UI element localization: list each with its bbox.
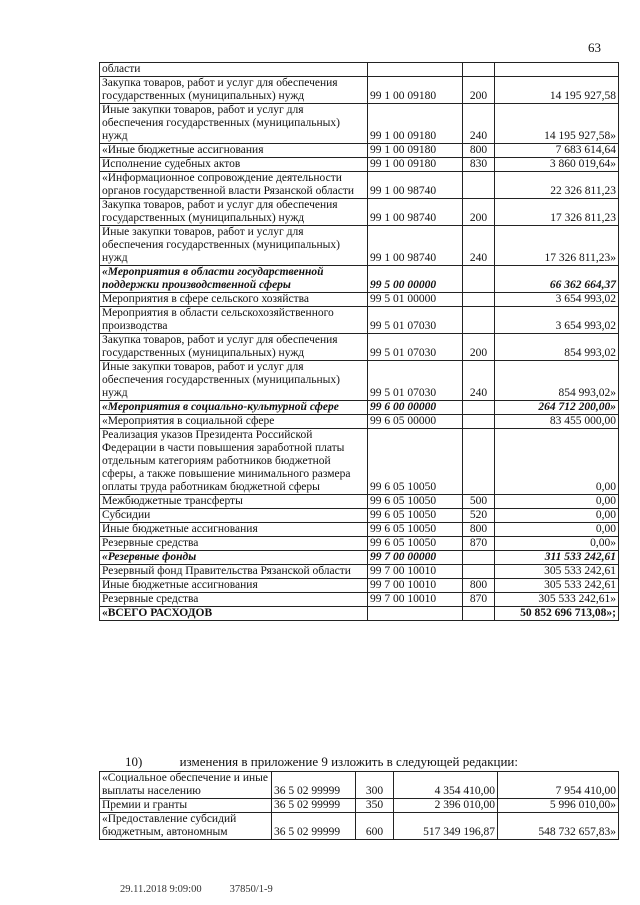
table-row (100, 199, 619, 226)
table-row (100, 813, 619, 840)
row-name: Иные закупки товаров, работ и услуг для обеспечения государственных (муниципальных) нужд (100, 226, 368, 266)
expenses-table (99, 62, 619, 621)
row-sum: 14 195 927,58 (495, 77, 619, 104)
table-row (100, 565, 619, 579)
row-sum-1: 2 396 010,00 (394, 799, 498, 813)
row-sum-1: 4 354 410,00 (394, 772, 498, 799)
table-row (100, 63, 619, 77)
row-vr: 520 (463, 509, 495, 523)
row-name: «Социальное обеспечение и иные выплаты населению (100, 772, 272, 799)
row-name: Закупка товаров, работ и услуг для обеспечения государственных (муниципальных) нужд (100, 334, 368, 361)
table-row (100, 266, 619, 293)
row-name: Резервные средства (100, 593, 368, 607)
row-sum: 83 455 000,00 (495, 415, 619, 429)
row-vr (463, 607, 495, 621)
row-name: Иные бюджетные ассигнования (100, 579, 368, 593)
row-vr: 830 (463, 158, 495, 172)
row-vr: 200 (463, 334, 495, 361)
clause-10 (125, 754, 518, 770)
row-vr: 800 (463, 144, 495, 158)
row-name: «Мероприятия в социальной сфере (100, 415, 368, 429)
row-code: 99 6 00 00000 (368, 401, 463, 415)
row-sum: 0,00 (495, 509, 619, 523)
row-vr (463, 63, 495, 77)
row-code: 99 6 05 10050 (368, 509, 463, 523)
row-sum: 305 533 242,61 (495, 565, 619, 579)
row-name: «Иные бюджетные ассигнования (100, 144, 368, 158)
appendix-9-table (99, 771, 619, 840)
row-code: 99 6 05 10050 (368, 495, 463, 509)
row-sum: 14 195 927,58» (495, 104, 619, 144)
row-name: Иные закупки товаров, работ и услуг для обеспечения государственных (муниципальных) нужд (100, 361, 368, 401)
table-row (100, 607, 619, 621)
row-code: 99 5 01 07030 (368, 307, 463, 334)
table-row (100, 77, 619, 104)
table-row (100, 799, 619, 813)
row-name: Резервные средства (100, 537, 368, 551)
row-code: 99 7 00 00000 (368, 551, 463, 565)
row-name: «Информационное сопровождение деятельности органов государственной власти Рязанской области (100, 172, 368, 199)
row-vr: 800 (463, 579, 495, 593)
row-vr: 350 (356, 799, 394, 813)
row-sum-2: 548 732 657,83» (498, 813, 619, 840)
row-vr (463, 551, 495, 565)
row-vr (463, 266, 495, 293)
row-name: Закупка товаров, работ и услуг для обеспечения государственных (муниципальных) нужд (100, 77, 368, 104)
row-vr (463, 401, 495, 415)
row-code: 99 1 00 09180 (368, 144, 463, 158)
table-row (100, 401, 619, 415)
row-vr: 800 (463, 523, 495, 537)
row-code: 36 5 02 99999 (272, 813, 356, 840)
row-vr (463, 293, 495, 307)
row-sum: 17 326 811,23» (495, 226, 619, 266)
table-row (100, 172, 619, 199)
row-code: 99 6 05 10050 (368, 429, 463, 495)
row-vr: 200 (463, 77, 495, 104)
row-code: 99 1 00 98740 (368, 226, 463, 266)
row-sum: 3 654 993,02 (495, 293, 619, 307)
row-code: 99 6 05 10050 (368, 537, 463, 551)
row-name: «ВСЕГО РАСХОДОВ (100, 607, 368, 621)
row-code: 99 5 00 00000 (368, 266, 463, 293)
row-code: 99 1 00 09180 (368, 77, 463, 104)
row-sum: 854 993,02» (495, 361, 619, 401)
table-row (100, 495, 619, 509)
row-name: Закупка товаров, работ и услуг для обеспечения государственных (муниципальных) нужд (100, 199, 368, 226)
row-code: 99 5 01 07030 (368, 361, 463, 401)
row-code: 99 6 05 00000 (368, 415, 463, 429)
row-sum-2: 7 954 410,00 (498, 772, 619, 799)
table-row (100, 361, 619, 401)
row-sum: 7 683 614,64 (495, 144, 619, 158)
row-code: 99 7 00 10010 (368, 579, 463, 593)
row-sum: 305 533 242,61» (495, 593, 619, 607)
table-row (100, 415, 619, 429)
row-vr: 200 (463, 199, 495, 226)
table-row (100, 293, 619, 307)
row-name: «Мероприятия в области государственной поддержки производственной сферы (100, 266, 368, 293)
clause-text: изменения в приложение 9 изложить в следующей редакции: (179, 754, 518, 769)
row-code (368, 63, 463, 77)
row-code: 99 6 05 10050 (368, 523, 463, 537)
table-row (100, 307, 619, 334)
row-code: 99 7 00 10010 (368, 565, 463, 579)
row-code: 36 5 02 99999 (272, 772, 356, 799)
row-sum: 17 326 811,23 (495, 199, 619, 226)
page-number: 63 (588, 40, 601, 55)
table-row (100, 429, 619, 495)
row-vr: 240 (463, 226, 495, 266)
row-vr (463, 415, 495, 429)
row-name: Иные бюджетные ассигнования (100, 523, 368, 537)
row-sum: 854 993,02 (495, 334, 619, 361)
row-vr: 300 (356, 772, 394, 799)
row-code (368, 607, 463, 621)
table-row (100, 551, 619, 565)
table-row (100, 144, 619, 158)
row-vr: 870 (463, 537, 495, 551)
row-name: «Резервные фонды (100, 551, 368, 565)
row-name: области (100, 63, 368, 77)
table-row (100, 104, 619, 144)
row-sum: 22 326 811,23 (495, 172, 619, 199)
row-code: 99 1 00 98740 (368, 172, 463, 199)
table-row (100, 537, 619, 551)
row-name: Мероприятия в области сельскохозяйственного производства (100, 307, 368, 334)
row-sum: 305 533 242,61 (495, 579, 619, 593)
footer-timestamp: 29.11.2018 9:09:00 (120, 884, 202, 895)
row-sum (495, 63, 619, 77)
row-vr (463, 565, 495, 579)
row-vr (463, 429, 495, 495)
row-name: Исполнение судебных актов (100, 158, 368, 172)
row-name: Иные закупки товаров, работ и услуг для обеспечения государственных (муниципальных) нужд (100, 104, 368, 144)
row-sum-1: 517 349 196,87 (394, 813, 498, 840)
row-name: «Мероприятия в социально-культурной сфере (100, 401, 368, 415)
table-row (100, 226, 619, 266)
row-vr (463, 307, 495, 334)
row-vr (463, 172, 495, 199)
row-sum: 3 654 993,02 (495, 307, 619, 334)
row-code: 99 1 00 09180 (368, 104, 463, 144)
row-name: Субсидии (100, 509, 368, 523)
row-sum: 0,00 (495, 429, 619, 495)
table-row (100, 772, 619, 799)
row-name: Мероприятия в сфере сельского хозяйства (100, 293, 368, 307)
row-vr: 240 (463, 361, 495, 401)
row-code: 99 5 01 07030 (368, 334, 463, 361)
clause-number: 10) (125, 754, 143, 769)
row-sum: 0,00 (495, 495, 619, 509)
row-vr: 240 (463, 104, 495, 144)
row-sum-2: 5 996 010,00» (498, 799, 619, 813)
table-row (100, 593, 619, 607)
row-sum: 311 533 242,61 (495, 551, 619, 565)
row-sum: 3 860 019,64» (495, 158, 619, 172)
row-name: Резервный фонд Правительства Рязанской области (100, 565, 368, 579)
row-code: 36 5 02 99999 (272, 799, 356, 813)
row-name: Премии и гранты (100, 799, 272, 813)
row-code: 99 1 00 09180 (368, 158, 463, 172)
row-code: 99 7 00 10010 (368, 593, 463, 607)
row-code: 99 1 00 98740 (368, 199, 463, 226)
row-sum: 0,00» (495, 537, 619, 551)
footer-doc-id: 37850/1-9 (229, 884, 273, 895)
row-sum: 264 712 200,00» (495, 401, 619, 415)
row-sum: 0,00 (495, 523, 619, 537)
row-sum: 66 362 664,37 (495, 266, 619, 293)
row-vr: 600 (356, 813, 394, 840)
row-vr: 500 (463, 495, 495, 509)
row-sum: 50 852 696 713,08»; (495, 607, 619, 621)
row-name: «Предоставление субсидий бюджетным, автономным (100, 813, 272, 840)
row-code: 99 5 01 00000 (368, 293, 463, 307)
table-row (100, 523, 619, 537)
row-name: Межбюджетные трансферты (100, 495, 368, 509)
table-row (100, 509, 619, 523)
row-name: Реализация указов Президента Российской Федерации в части повышения заработной платы отдельным категориям работников бюджетной сферы, а также повышение минимального размера оплаты труда работникам бюджетной сферы (100, 429, 368, 495)
footer (120, 884, 273, 895)
table-row (100, 334, 619, 361)
row-vr: 870 (463, 593, 495, 607)
table-row (100, 158, 619, 172)
table-row (100, 579, 619, 593)
